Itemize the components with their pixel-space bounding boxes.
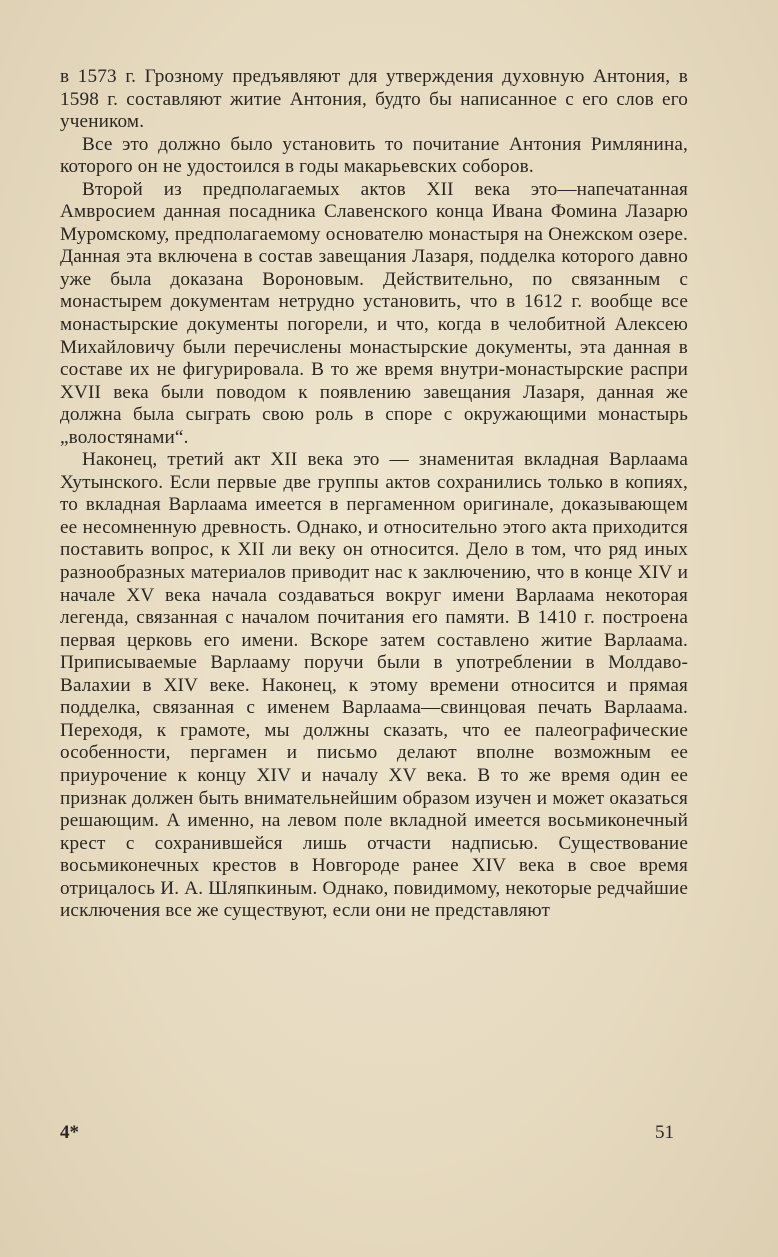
signature-mark: 4*	[60, 1122, 79, 1143]
page-number: 51	[655, 1122, 674, 1143]
paragraph-4: Наконец, третий акт XII века это — знаменитая вкладная Варлаама Хутынского. Если первые две группы актов сохранились только в копиях, то вкладная Варлаама имеется в пергаменном оригинале, доказывающем ее несомненную древность. Однако, и относительно этого акта приходится поставить вопрос, к XII ли веку он относится. Дело в том, что ряд иных разнообразных материалов приводит нас к заключению, что в конце XIV и начале XV века начала создаваться вокруг имени Варлаама некоторая легенда, связанная с началом почитания его памяти. В 1410 г. построена первая церковь его имени. Вскоре затем составлено житие Варлаама. Приписываемые Варлааму поручи были в употреблении в Молдаво-Валахии в XIV веке. Наконец, к этому времени относится и прямая подделка, связанная с именем Варлаама—свинцовая печать Варлаама. Переходя, к грамоте, мы должны сказать, что ее палеографические особенности, пергамен и письмо делают вполне возможным ее приурочение к концу XIV и началу XV века. В то же время один ее признак должен быть внимательнейшим образом изучен и может оказаться решающим. А именно, на левом поле вкладной имеется восьмиконечный крест с сохранившейся лишь отчасти надписью. Существование восьмиконечных крестов в Новгороде ранее XIV века в свое время отрицалось И. А. Шляпкиным. Однако, повидимому, некоторые редчайшие исключения все же существуют, если они не представляют	[60, 449, 688, 922]
body-text	[60, 66, 688, 923]
paragraph-3: Второй из предполагаемых актов XII века это—напечатанная Амвросием данная посадника Славенского конца Ивана Фомина Лазарю Муромскому, предполагаемому основателю монастыря на Онежском озере. Данная эта включена в состав завещания Лазаря, подделка которого давно уже была доказана Вороновым. Действительно, по связанным с монастырем документам нетрудно установить, что в 1612 г. вообще все монастырские документы погорели, и что, когда в челобитной Алексею Михайловичу были перечислены монастырские документы, эта данная в составе их не фигурировала. В то же время внутри-монастырские распри XVII века были поводом к появлению завещания Лазаря, данная же должна была сыграть свою роль в споре с окружающими монастырь „волостянами“.	[60, 178, 688, 448]
paragraph-1: в 1573 г. Грозному предъявляют для утверждения духовную Антония, в 1598 г. составляют житие Антония, будто бы написанное с его слов его учеником.	[60, 66, 688, 133]
paragraph-2: Все это должно было установить то почитание Антония Римлянина, которого он не удостоился в годы макарьевских соборов.	[60, 133, 688, 178]
